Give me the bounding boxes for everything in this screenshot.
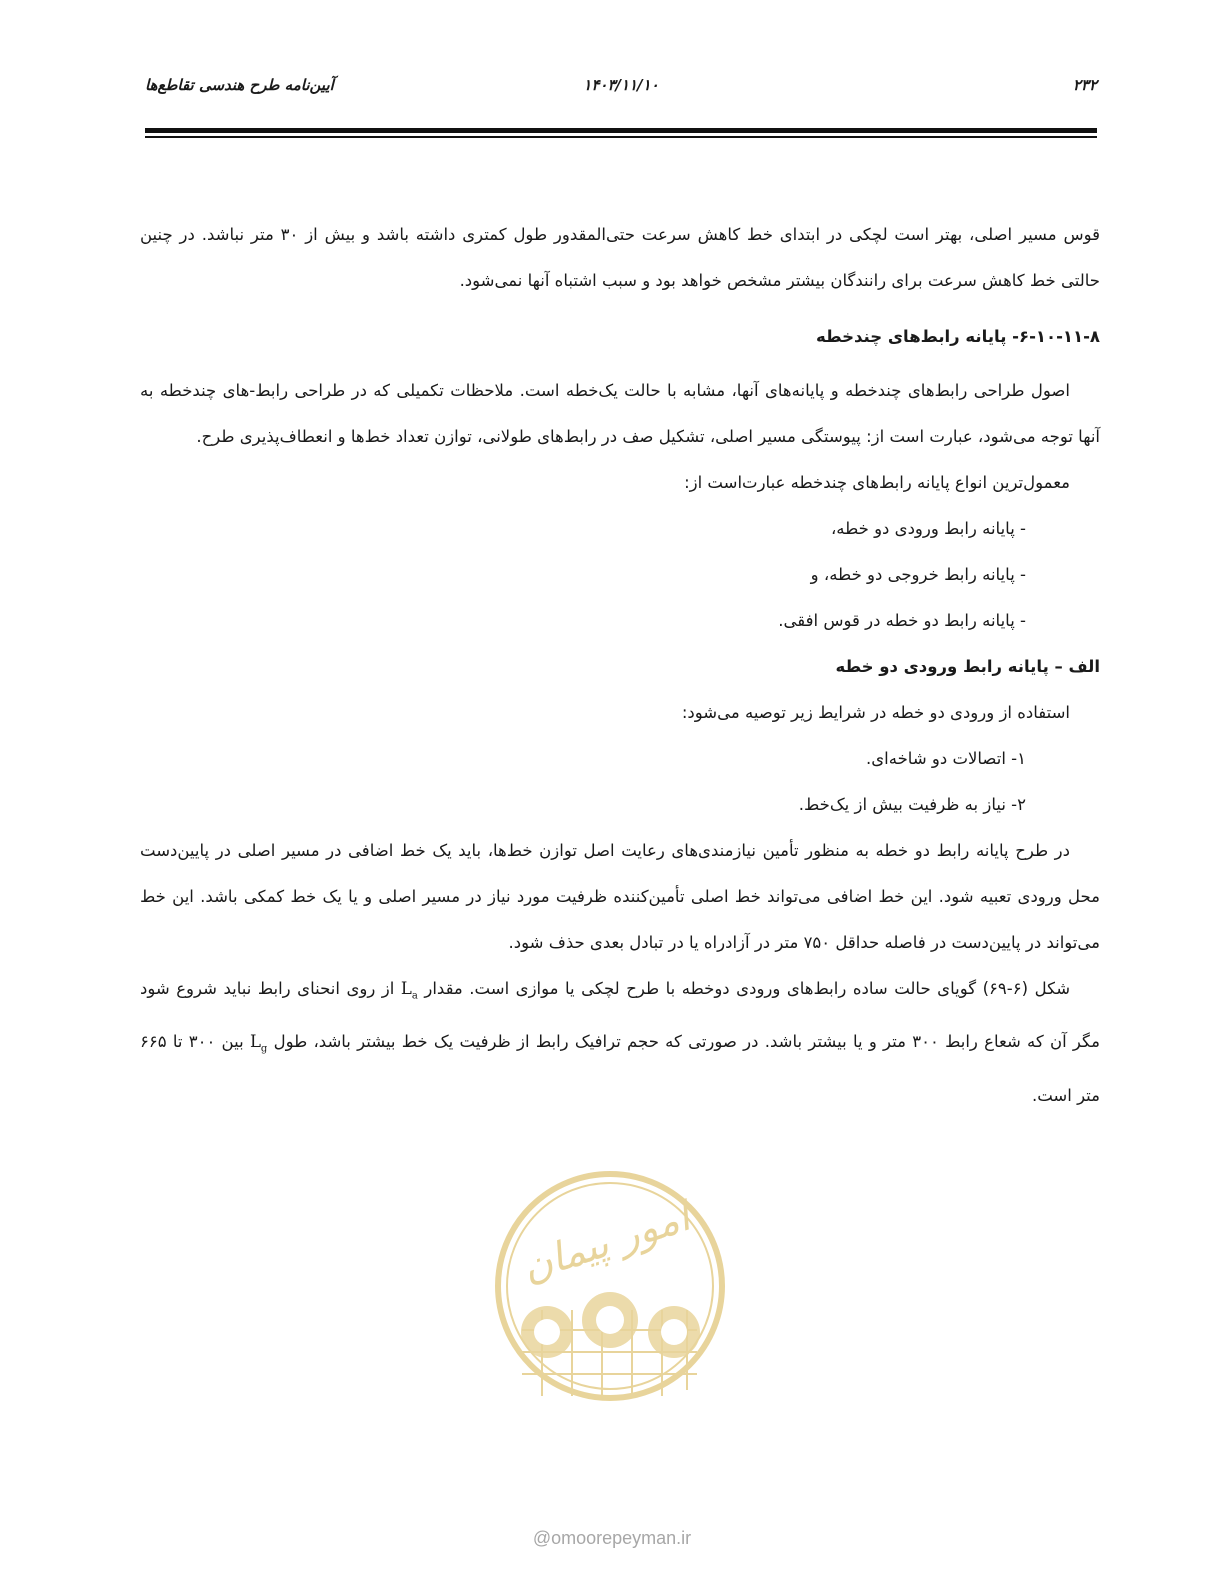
symbol-lg: $L_g$ — [249, 1032, 268, 1055]
list-item: ۱- اتصالات دو شاخه‌ای. — [866, 749, 1026, 768]
watermark-logo-icon — [492, 1160, 738, 1560]
watermark-site-text: @omoorepeyman.ir — [532, 1528, 692, 1548]
section-heading: ۶-۱۰-۱۱-۸- پایانه رابط‌های چندخطه — [816, 327, 1100, 346]
page-header — [145, 76, 1097, 100]
page-number: ۲۳۲ — [1072, 76, 1097, 94]
symbol-la: $L_a$ — [400, 979, 418, 1002]
header-date: ۱۴۰۳/۱۱/۱۰ — [583, 76, 659, 94]
list-item: - پایانه رابط دو خطه در قوس افقی. — [778, 611, 1026, 630]
figure-text-b: از روی انحنای رابط نباید شروع شود مگر آن که شعاع رابط ۳۰۰ متر و یا بیشتر باشد. در صورتی که حجم ترافیک رابط از ظرفیت یک خط بیشتر باشد، طول — [140, 979, 1100, 1052]
list-item: ۲- نیاز به ظرفیت بیش از یک‌خط. — [798, 795, 1026, 814]
list-item: - پایانه رابط ورودی دو خطه، — [830, 519, 1026, 538]
paragraph-intro: قوس مسیر اصلی، بهتر است لچکی در ابتدای خط کاهش سرعت حتی‌المقدور طول کمتری داشته باشد و بیش از ۳۰ متر نباشد. در چنین حالتی خط کاهش سرعت برای رانندگان بیشتر مشخص خواهد بود و سبب اشتباه آنها نمی‌شود. — [140, 225, 1101, 290]
sub-heading: الف – پایانه رابط ورودی دو خطه — [835, 657, 1100, 676]
paragraph-principles: اصول طراحی رابط‌های چندخطه و پایانه‌های آنها، مشابه با حالت یک‌خطه است. ملاحظات تکمیلی که در طراحی رابط-های چندخطه به آنها توجه می‌شود، عبارت است از: پیوستگی مسیر اصلی، تشکیل صف در رابط‌های طولانی، توازن تعداد خط‌ها و انعطاف‌پذیری طرح. — [140, 381, 1100, 446]
header-rule-thick — [145, 128, 1097, 133]
list-item: - پایانه رابط خروجی دو خطه، و — [810, 565, 1026, 584]
paragraph-common-types: معمول‌ترین انواع پایانه رابط‌های چندخطه عبارت‌است از: — [684, 473, 1070, 492]
figure-text-a: شکل (۶-۶۹) گویای حالت ساده رابط‌های ورودی دوخطه با طرح لچکی یا موازی است. مقدار — [424, 979, 1071, 998]
paragraph-usage: استفاده از ورودی دو خطه در شرایط زیر توصیه می‌شود: — [681, 703, 1070, 722]
page-content — [140, 212, 1100, 1119]
paragraph-figure-reference — [140, 966, 1100, 1119]
paragraph-design: در طرح پایانه رابط دو خطه به منظور تأمین نیازمندی‌های رعایت اصل توازن خط‌ها، باید یک خط اضافی در مسیر اصلی در پایین‌دست محل ورودی تعبیه شود. این خط اضافی می‌تواند خط اصلی تأمین‌کننده ظرفیت مورد نیاز در مسیر اصلی و یا یک خط کمکی باشد. این خط می‌تواند در پایین‌دست در فاصله حداقل ۷۵۰ متر در آزادراه یا در تبادل بعدی حذف شود. — [140, 841, 1100, 952]
header-title: آیین‌نامه طرح هندسی تقاطع‌ها — [145, 76, 334, 94]
watermark-logo-text: امور پیمان — [516, 1194, 696, 1292]
figure-text-c: بین ۳۰۰ تا ۶۶۵ متر است. — [140, 1032, 1100, 1105]
header-rule-thin — [145, 136, 1097, 138]
